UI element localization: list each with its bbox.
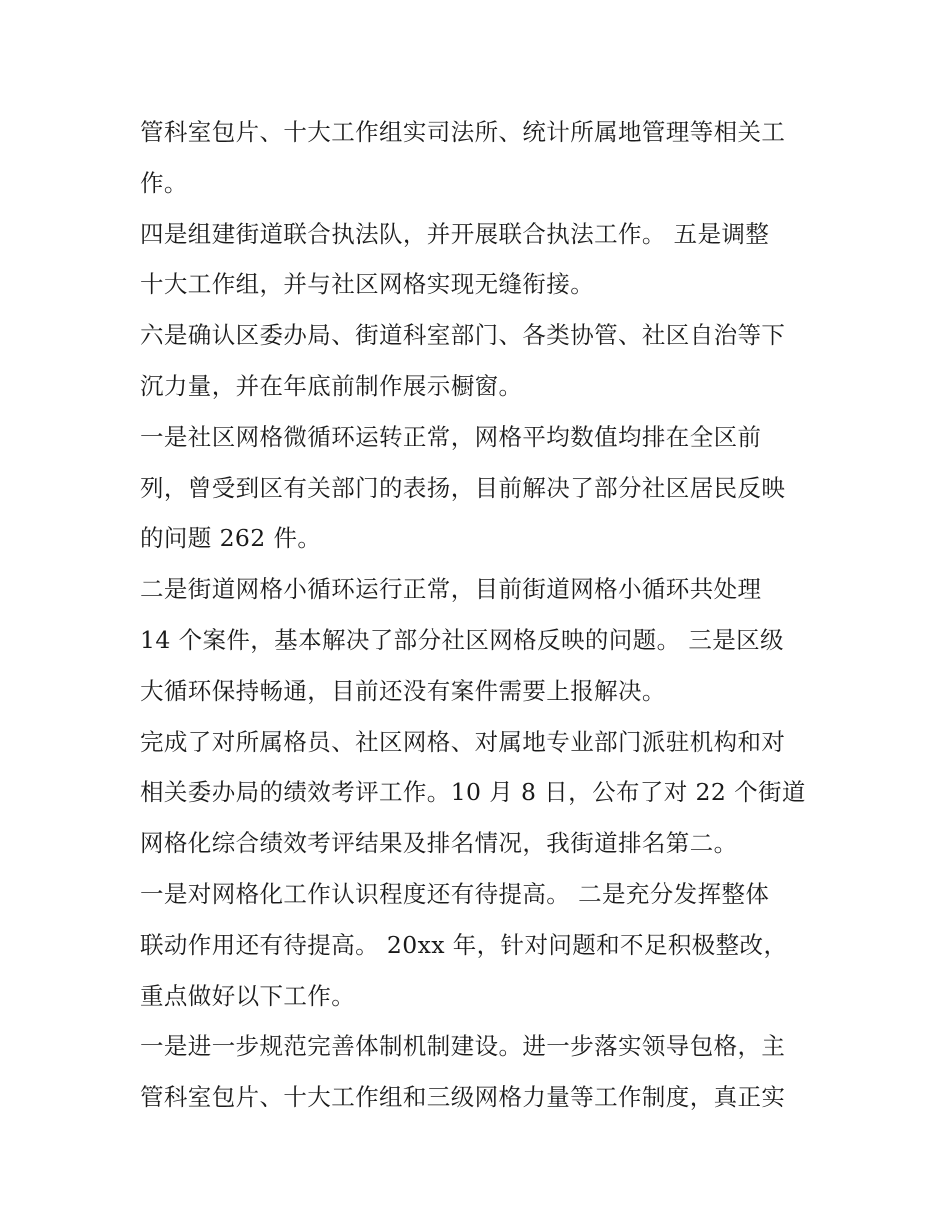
text-line: 作。 xyxy=(140,168,188,197)
text-line: 列，曾受到区有关部门的表扬，目前解决了部分社区居民反映 xyxy=(140,473,786,502)
text-line: 一是对网格化工作认识程度还有待提高。 二是充分发挥整体 xyxy=(140,879,770,908)
text-line: 大循环保持畅通，目前还没有案件需要上报解决。 xyxy=(140,676,666,705)
text-line: 管科室包片、十大工作组和三级网格力量等工作制度，真正实 xyxy=(140,1083,786,1112)
document-body xyxy=(140,107,820,1123)
text-line: 14 个案件，基本解决了部分社区网格反映的问题。 三是区级 xyxy=(140,625,784,654)
text-line: 管科室包片、十大工作组实司法所、统计所属地管理等相关工 xyxy=(140,118,786,146)
text-line: 六是确认区委办局、街道科室部门、各类协管、社区自治等下 xyxy=(140,321,786,350)
text-line: 相关委办局的绩效考评工作。10 月 8 日，公布了对 22 个街道 xyxy=(140,778,806,807)
text-line: 十大工作组，并与社区网格实现无缝衔接。 xyxy=(140,270,595,299)
text-line: 一是社区网格微循环运转正常，网格平均数值均排在全区前 xyxy=(140,422,762,451)
text-line: 的问题 262 件。 xyxy=(140,524,322,553)
text-line: 完成了对所属格员、社区网格、对属地专业部门派驻机构和对 xyxy=(140,727,786,756)
text-line: 网格化综合绩效考评结果及排名情况，我街道排名第二。 xyxy=(140,829,738,858)
text-line: 沉力量，并在年底前制作展示橱窗。 xyxy=(140,371,523,400)
text-line: 重点做好以下工作。 xyxy=(140,981,356,1010)
text-line: 一是进一步规范完善体制机制建设。进一步落实领导包格，主 xyxy=(140,1032,786,1061)
text-line: 二是街道网格小循环运行正常，目前街道网格小循环共处理 xyxy=(140,575,762,604)
text-line: 联动作用还有待提高。 20xx 年，针对问题和不足积极整改， xyxy=(140,930,788,959)
text-line: 四是组建街道联合执法队，并开展联合执法工作。 五是调整 xyxy=(140,219,770,248)
